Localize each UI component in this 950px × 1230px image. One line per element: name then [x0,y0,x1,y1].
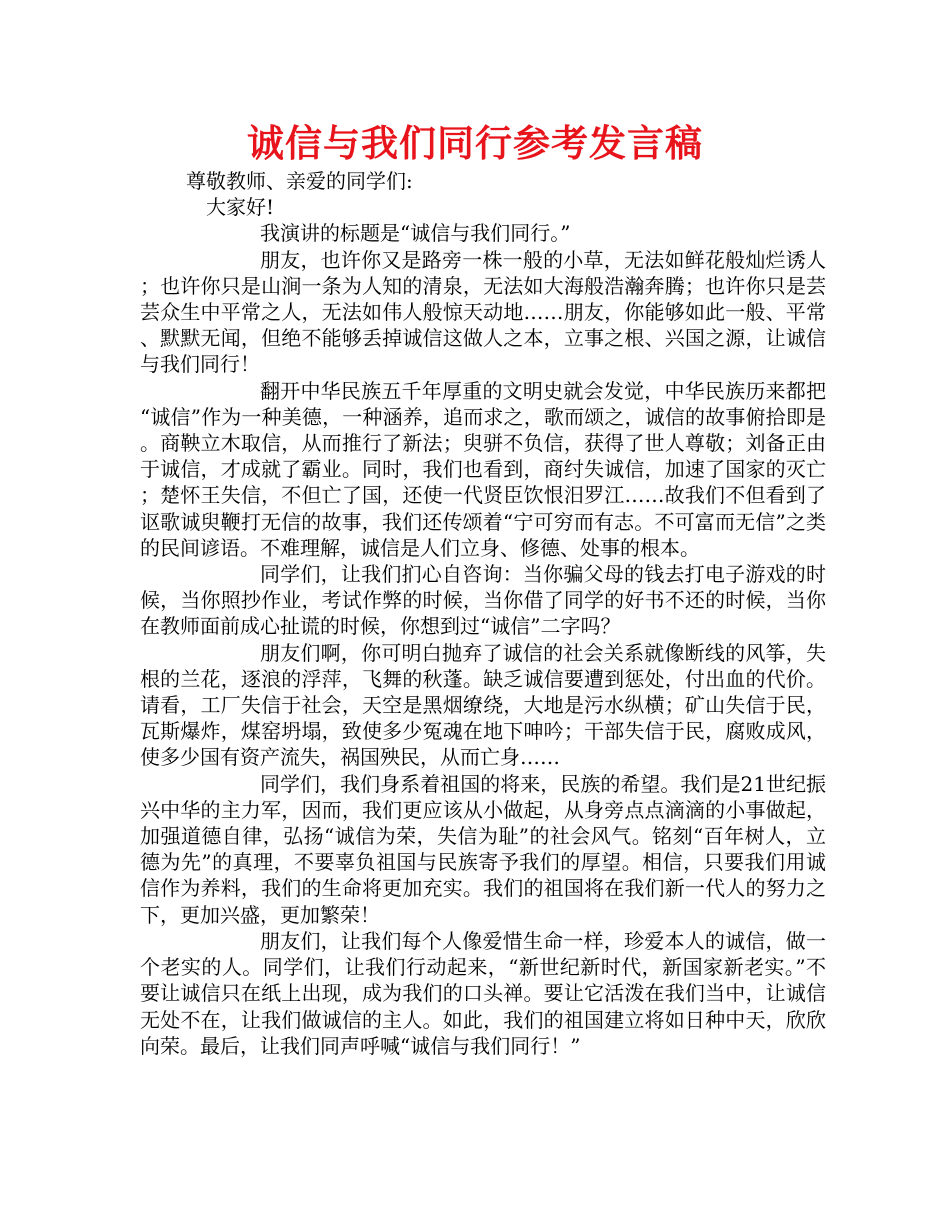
paragraph-conclusion: 朋友们，让我们每个人像爱惜生命一样，珍爱本人的诚信，做一个老实的人。同学们，让我们行动起来，“新世纪新时代，新国家新老实。”不要让诚信只在纸上出现，成为我们的口头禅。要让它活泼在我们当中，让诚信无处不在，让我们做诚信的主人。如此，我们的祖国建立将如日种中天，欣欣向荣。最后，让我们同声呼喊“诚信与我们同行！” [140,928,826,1058]
paragraph-consequences: 朋友们啊，你可明白抛弃了诚信的社会关系就像断线的风筝，失根的兰花，逐浪的浮萍，飞舞的秋蓬。缺乏诚信要遭到惩处，付出血的代价。请看，工厂失信于社会，天空是黑烟缭绕，大地是污水纵横；矿山失信于民，瓦斯爆炸，煤窑坍塌，致使多少冤魂在地下呻吟；干部失信于民，腐败成风，使多少国有资产流失，祸国殃民，从而亡身…… [140,640,826,770]
paragraph-future: 同学们，我们身系着祖国的将来，民族的希望。我们是21世纪振兴中华的主力军，因而，我们更应该从小做起，从身旁点点滴滴的小事做起，加强道德自律，弘扬“诚信为荣，失信为耻”的社会风气。铭刻“百年树人，立德为先”的真理，不要辜负祖国与民族寄予我们的厚望。相信，只要我们用诚信作为养料，我们的生命将更加充实。我们的祖国将在我们新一代人的努力之下，更加兴盛，更加繁荣！ [140,771,826,927]
paragraph-intro: 我演讲的标题是“诚信与我们同行。” [260,221,571,246]
document-body [140,168,826,1059]
page-title: 诚信与我们同行参考发言稿 [247,122,703,165]
salutation: 尊敬教师、亲爱的同学们: [186,169,413,193]
greeting: 大家好! [206,195,275,220]
paragraph-self-reflection: 同学们，让我们扪心自咨询：当你骗父母的钱去打电子游戏的时候，当你照抄作业，考试作弊的时候，当你借了同学的好书不还的时候，当你在教师面前成心扯谎的时候，你想到过“诚信”二字吗？ [140,562,826,639]
paragraph-friend: 朋友，也许你又是路旁一株一般的小草，无法如鲜花般灿烂诱人；也许你只是山涧一条为人知的清泉，无法如大海般浩瀚奔腾；也许你只是芸芸众生中平常之人，无法如伟人般惊天动地……朋友，你能够如此一般、平常、默默无闻，但绝不能够丢掉诚信这做人之本，立事之根、兴国之源，让诚信与我们同行！ [140,247,826,377]
paragraph-history: 翻开中华民族五千年厚重的文明史就会发觉，中华民族历来都把“诚信”作为一种美德，一种涵养，追而求之，歌而颂之，诚信的故事俯拾即是。商鞅立木取信，从而推行了新法；臾骈不负信，获得了世人尊敬；刘备正由于诚信，才成就了霸业。同时，我们也看到，商纣失诚信，加速了国家的灭亡；楚怀王失信，不但亡了国，还使一代贤臣饮恨汨罗江……故我们不但看到了讴歌诚臾鞭打无信的故事，我们还传颂着“宁可穷而有志。不可富而无信”之类的民间谚语。不难理解，诚信是人们立身、修德、处事的根本。 [140,378,826,560]
